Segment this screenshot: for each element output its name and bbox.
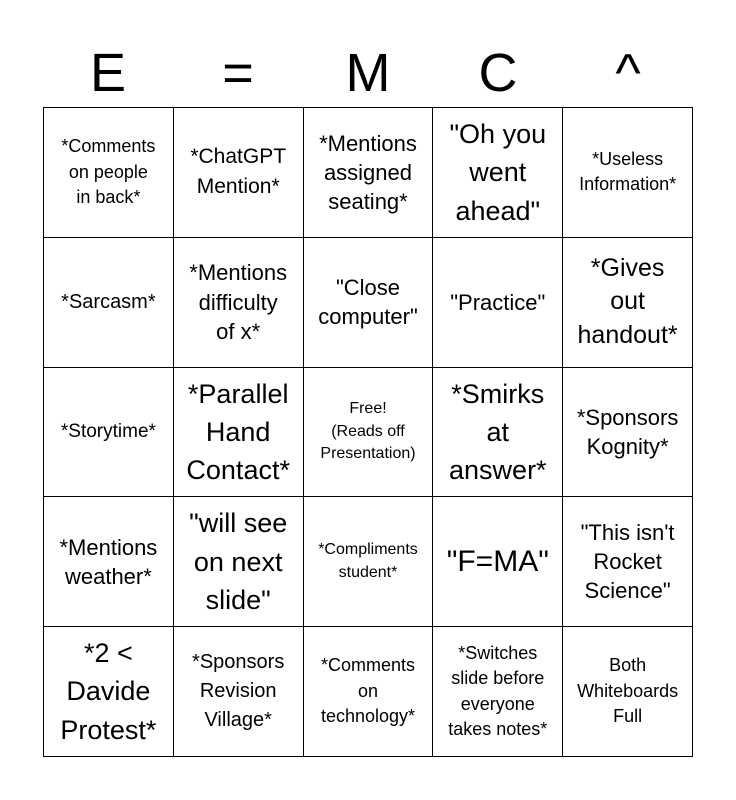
bingo-grid — [43, 107, 693, 757]
header-letter-caret: ^ — [615, 43, 641, 103]
bingo-cell[interactable]: *Switches slide before everyone takes notes* — [433, 627, 563, 757]
bingo-cell[interactable]: *Mentions assigned seating* — [304, 108, 434, 238]
bingo-cell[interactable]: *Useless Information* — [563, 108, 693, 238]
bingo-cell[interactable]: *Storytime* — [44, 368, 174, 498]
bingo-cell[interactable]: *Sponsors Kognity* — [563, 368, 693, 498]
bingo-cell[interactable]: "Close computer" — [304, 238, 434, 368]
bingo-cell[interactable]: *ChatGPT Mention* — [174, 108, 304, 238]
bingo-cell[interactable]: *Sponsors Revision Village* — [174, 627, 304, 757]
header-letter-e: E — [89, 43, 127, 103]
bingo-cell[interactable]: Both Whiteboards Full — [563, 627, 693, 757]
bingo-cell[interactable]: *Mentions weather* — [44, 497, 174, 627]
bingo-cell[interactable]: *Compliments student* — [304, 497, 434, 627]
header-letter-equals: = — [222, 43, 254, 103]
bingo-cell[interactable]: *Parallel Hand Contact* — [174, 368, 304, 498]
bingo-cell[interactable]: "will see on next slide" — [174, 497, 304, 627]
bingo-cell[interactable]: "This isn't Rocket Science" — [563, 497, 693, 627]
bingo-cell[interactable]: *2 < Davide Protest* — [44, 627, 174, 757]
bingo-cell[interactable]: "Practice" — [433, 238, 563, 368]
bingo-cell[interactable]: *Gives out handout* — [563, 238, 693, 368]
bingo-header — [43, 40, 693, 106]
bingo-cell[interactable]: *Comments on people in back* — [44, 108, 174, 238]
bingo-cell[interactable]: *Comments on technology* — [304, 627, 434, 757]
bingo-cell[interactable]: "F=MA" — [433, 497, 563, 627]
bingo-cell[interactable]: *Smirks at answer* — [433, 368, 563, 498]
header-letter-m: M — [345, 43, 391, 103]
bingo-cell[interactable]: *Mentions difficulty of x* — [174, 238, 304, 368]
bingo-cell[interactable]: "Oh you went ahead" — [433, 108, 563, 238]
bingo-cell[interactable]: *Sarcasm* — [44, 238, 174, 368]
free-space-cell[interactable]: Free! (Reads off Presentation) — [304, 368, 434, 498]
header-letter-c: C — [478, 43, 518, 103]
